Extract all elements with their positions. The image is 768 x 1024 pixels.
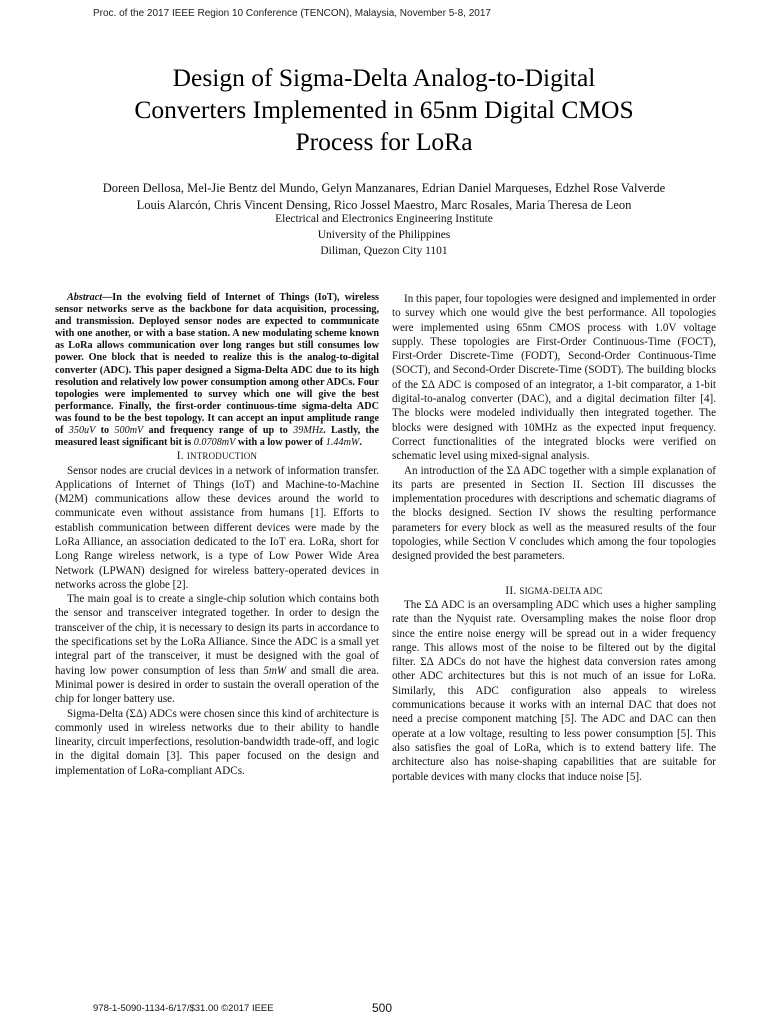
section-title: SIGMA-DELTA ADC [519,585,603,596]
math-value: 0.0708mV [193,437,236,449]
math-value: 350uV [68,425,96,437]
abstract [55,292,379,449]
paragraph-text: The main goal is to create a single-chip solution which contains both the sensor and transceiver integrated together. In order to design the transceiver of the chip, it is necessary to design its parts in accordance to the specifications set by the LoRa Alliance. Since the ADC is a small yet integral part of the transceiver, it must be designed with the goal of having low power consumption of less than [55,593,379,677]
paragraph: The ΣΔ ADC is an oversampling ADC which uses a higher sampling rate than the Nyquist rate. Oversampling makes the noise floor drop since the entire noise energy will be spread out in a wider frequency range. This allows most of the noise to be filtered out by the digital filter. ΣΔ ADCs do not have the highest data conversion rates among other ADC architectures but this is not much of an issue for LoRa. Similarly, this ADC configuration also appeals to wireless communications because it works with an internal DAC that does not need a precise component matching [5]. The ADC and DAC can then operate at a low voltage, resulting to less power consumption [5]. This also satisfies the goal of LoRa, which is to extend battery life. The architecture also has noise-shaping capabilities that are suitable for portable devices with many clocks that induce noise [5]. [392,598,716,783]
paragraph [55,592,379,706]
abstract-text: In the evolving field of Internet of Things (IoT), wireless sensor networks serve as the backbone for data acquisition, processing, and transmission. Deployed sensor nodes are expected to communicate with one another, or with a base station. A new modulating scheme known as LoRa allows communication over long ranges but still consumes low power. One block that is needed to realize this is the analog-to-digital converter (ADC). This paper designed a Sigma-Delta ADC due to its high resolution and relatively low power consumption among other ADCs. Four topologies were implemented to survey which one will give the best performance. Finally, the first-order continuous-time sigma-delta ADC was found to be the best topology. It can accept an input amplitude range of [55,292,379,437]
right-column [392,292,716,784]
abstract-text: . [359,437,362,449]
title-line: Process for LoRa [295,127,473,156]
section-heading-sigma-delta [392,584,716,598]
math-value: 5mW [263,664,287,677]
proceedings-header: Proc. of the 2017 IEEE Region 10 Conference (TENCON), Malaysia, November 5-8, 2017 [93,8,491,19]
author-line: Doreen Dellosa, Mel-Jie Bentz del Mundo, Gelyn Manzanares, Edrian Daniel Marqueses, Edzhel Rose Valverde [102,181,666,195]
section-title: INTRODUCTION [186,451,258,462]
abstract-text: to [95,425,115,437]
math-value: 39MHz [293,425,324,437]
title-line: Converters Implemented in 65nm Digital CMOS [134,95,634,124]
affiliation-line: Electrical and Electronics Engineering Institute [275,213,493,225]
abstract-label: Abstract [67,292,103,303]
author-list [40,180,728,213]
abstract-dash: — [102,292,113,303]
paragraph-text: and small die area. Minimal power is desired in order to sustain the overall operation of the chip for longer battery use. [55,664,379,706]
paper-title [60,62,708,158]
section-numeral: I. [176,450,184,463]
author-line: Louis Alarcón, Chris Vincent Densing, Rico Jossel Maestro, Marc Rosales, Maria Theresa de Leon [136,197,632,212]
section-numeral: II. [505,584,517,597]
affiliation-line: University of the Philippines [317,229,451,241]
title-line: Design of Sigma-Delta Analog-to-Digital [172,63,596,92]
abstract-text: and frequency range of up to [143,425,294,437]
math-value: 500mV [114,425,144,437]
affiliation-line: Diliman, Quezon City 1101 [320,245,448,257]
copyright-footer: 978-1-5090-1134-6/17/$31.00 ©2017 IEEE [93,1003,274,1014]
abstract-text: with a low power of [235,437,326,449]
abstract-text: . Lastly, the measured least significant bit is [55,425,379,449]
affiliation [40,211,728,259]
paragraph: In this paper, four topologies were designed and implemented in order to survey which one would give the best performance. All topologies were implemented using 65nm CMOS process with 1.0V voltage supply. These topologies are First-Order Continuous-Time (FOCT), First-Order Discrete-Time (FODT), Second-Order Continuous-Time (SOCT), and Second-Order Discrete-Time (SODT). The building blocks of the ΣΔ ADC is composed of an integrator, a 1-bit comparator, a 1-bit digital-to-analog converter (DAC), and a digital decimation filter [4]. The blocks were modeled individually then integrated together. The blocks were designed with 10MHz as the expected input frequency. Correct functionalities of the integrated blocks were verified on schematic level using mixed-signal analysis. [392,293,716,463]
page-number: 500 [372,1001,393,1015]
left-column [55,292,379,778]
section-heading-introduction [55,449,379,463]
paragraph: Sigma-Delta (ΣΔ) ADCs were chosen since this kind of architecture is commonly used in wireless networks due to their ability to handle linearity, circuit imperfections, resolution-bandwidth trade-off, and logic in the digital domain [3]. This paper focused on the design and implementation of LoRa-compliant ADCs. [55,707,379,777]
paragraph: An introduction of the ΣΔ ADC together with a simple explanation of its parts are presented in Section II. Section III discusses the implementation procedures with descriptions and schematic diagrams of the blocks designed. Section IV shows the resulting performance parameters for every block as well as the measured results of the four topologies, while Section V concludes which among the four topologies designed provided the best parameters. [392,464,716,563]
math-value: 1.44mW [325,437,360,449]
paragraph: Sensor nodes are crucial devices in a network of information transfer. Applications of Internet of Things (IoT) and Machine-to-Machine (M2M) communications allow these devices around the world to communicate even without assistance from humans [1]. Efforts to establish communication between different devices were made by the LoRa Alliance, an association dedicated to the IoT era. LoRa, short for Long Range wireless network, is a type of Low Power Wide Area Network (LPWAN) designed for wireless battery-operated devices in networks across the globe [2]. [55,464,379,591]
